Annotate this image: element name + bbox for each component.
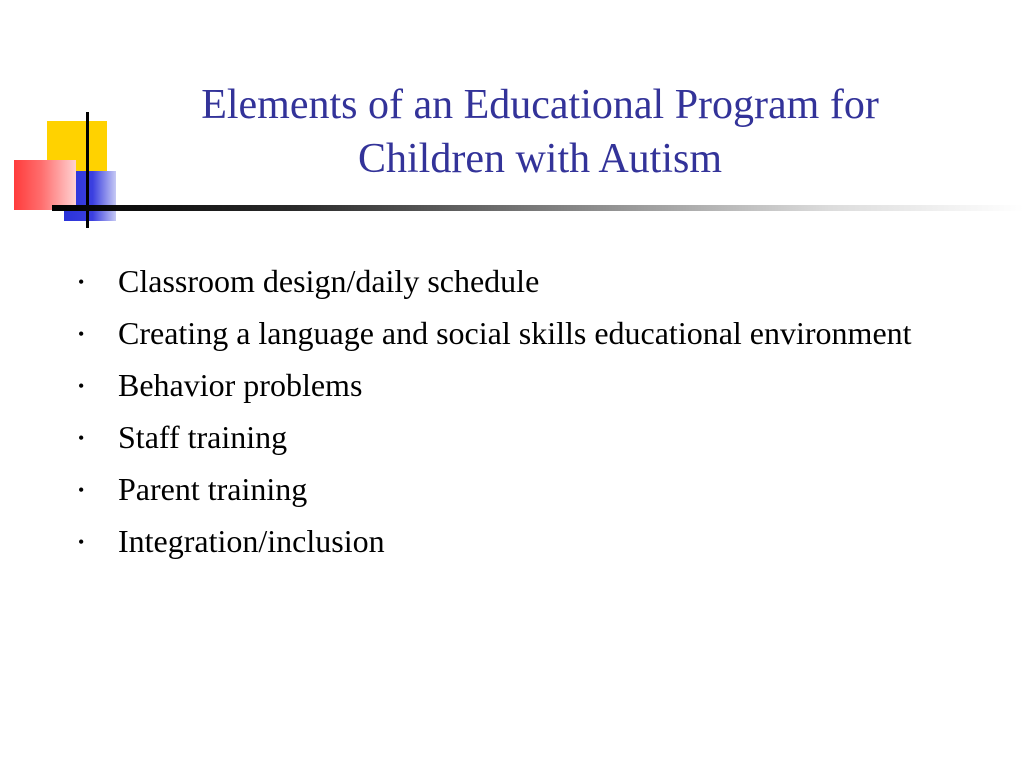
bullet-text: Behavior problems <box>118 367 363 403</box>
bullet-dot-icon: • <box>78 428 85 448</box>
bullet-item <box>74 414 954 460</box>
bullet-item <box>74 518 954 564</box>
bullet-text: Parent training <box>118 471 308 507</box>
bullet-item <box>74 362 954 408</box>
bullet-item <box>74 466 954 512</box>
bullet-dot-icon: • <box>78 480 85 500</box>
red-square-shape <box>14 160 76 210</box>
bullet-text: Staff training <box>118 419 288 455</box>
bullet-dot-icon: • <box>78 532 85 552</box>
title-underline-rule <box>52 205 1024 211</box>
bullet-text: Integration/inclusion <box>118 523 385 559</box>
bullet-dot-icon: • <box>78 376 85 396</box>
bullet-text: Classroom design/daily schedule <box>118 263 540 299</box>
bullet-list <box>74 258 954 570</box>
slide-title <box>100 78 980 186</box>
slide-title-line-1: Elements of an Educational Program for <box>201 82 879 128</box>
bullet-dot-icon: • <box>78 272 85 292</box>
bullet-text: Creating a language and social skills educational environment <box>118 315 912 351</box>
bullet-item <box>74 258 954 304</box>
bullet-item <box>74 310 954 356</box>
slide-title-line-2: Children with Autism <box>357 136 722 182</box>
bullet-dot-icon: • <box>78 324 85 344</box>
